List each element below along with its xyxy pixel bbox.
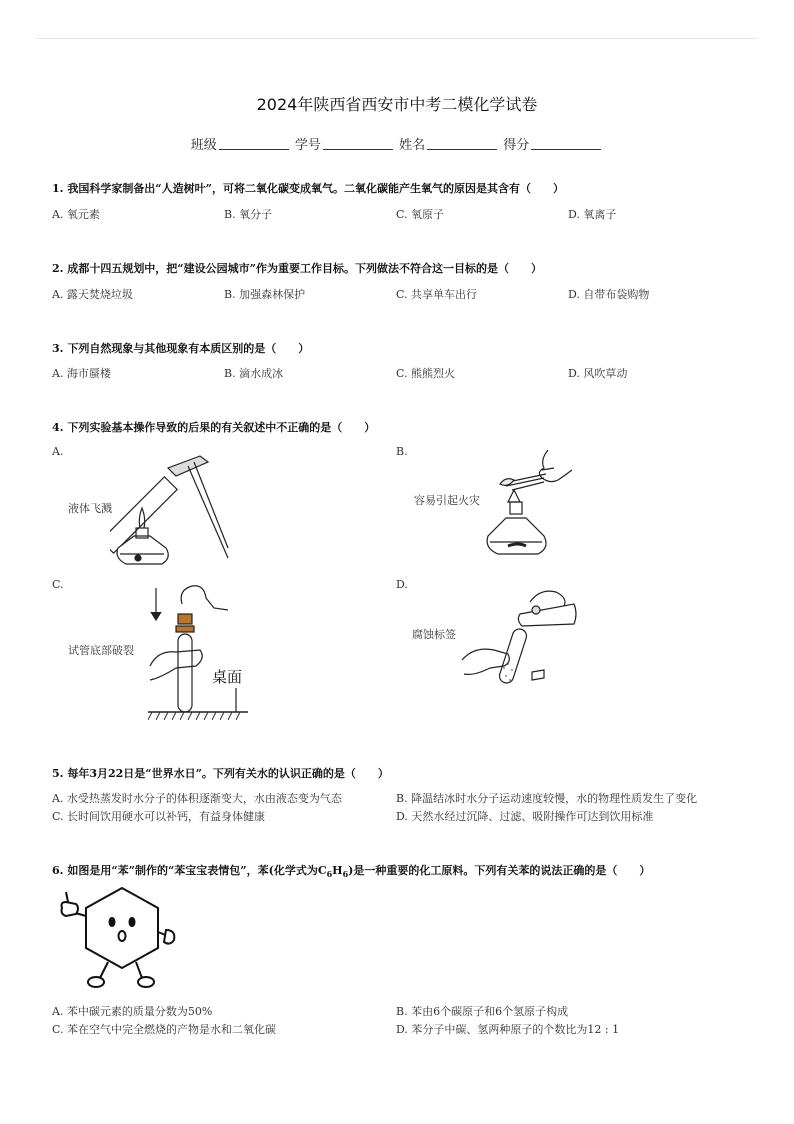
q4-b-caption: 容易引起火灾 xyxy=(414,494,480,507)
q4-figure-d-pouring-bottle xyxy=(460,584,580,694)
q3-option-b[interactable]: B. 滴水成冰 xyxy=(224,367,284,380)
q4-d-caption: 腐蚀标签 xyxy=(412,628,456,641)
question-6-stem xyxy=(52,862,752,879)
benzene-formula xyxy=(317,864,349,880)
q5-option-c[interactable]: C. 长时间饮用硬水可以补钙，有益身体健康 xyxy=(52,810,266,823)
name-label: 姓名 xyxy=(399,138,426,153)
number-label: 学号 xyxy=(294,138,321,153)
page-title: 2024年陕西省西安市中考二模化学试卷 xyxy=(256,95,538,114)
q4-option-d-letter[interactable]: D. xyxy=(396,578,408,591)
formula-h: H xyxy=(332,864,343,877)
q4-option-c-letter[interactable]: C. xyxy=(52,578,64,591)
q2-option-b[interactable]: B. 加强森林保护 xyxy=(224,288,306,301)
q3-option-d[interactable]: D. 风吹草动 xyxy=(568,367,628,380)
q4-option-b-letter[interactable]: B. xyxy=(396,445,408,458)
question-4-stem: 4. 下列实验基本操作导致的后果的有关叙述中不正确的是（ ） xyxy=(52,421,376,434)
q3-option-a[interactable]: A. 海市蜃楼 xyxy=(52,367,111,380)
q4-figure-a-heating-tube xyxy=(110,448,230,573)
student-info-line xyxy=(0,134,794,153)
question-1-stem: 1. 我国科学家制备出“人造树叶”，可将二氧化碳变成氧气。二氧化碳能产生氧气的原因是其含有（ ） xyxy=(52,182,564,195)
q4-option-a-letter[interactable]: A. xyxy=(52,445,64,458)
q5-option-d[interactable]: D. 天然水经过沉降、过滤、吸附操作可达到饮用标准 xyxy=(396,810,654,823)
class-blank[interactable] xyxy=(219,137,289,150)
q2-option-a[interactable]: A. 露天焚烧垃圾 xyxy=(52,288,133,301)
q1-option-a[interactable]: A. 氧元素 xyxy=(52,208,100,221)
page-top-rule xyxy=(36,38,758,39)
q1-option-c[interactable]: C. 氧原子 xyxy=(396,208,445,221)
formula-c: C xyxy=(317,864,327,877)
q6-option-b[interactable]: B. 苯由6个碳原子和6个氢原子构成 xyxy=(396,1005,569,1018)
q3-option-c[interactable]: C. 熊熊烈火 xyxy=(396,367,456,380)
q2-option-c[interactable]: C. 共享单车出行 xyxy=(396,288,478,301)
formula-c-sub: 6 xyxy=(326,869,333,880)
q4-c-caption: 试管底部破裂 xyxy=(68,644,134,657)
q6-option-a[interactable]: A. 苯中碳元素的质量分数为50% xyxy=(52,1005,213,1018)
q1-option-b[interactable]: B. 氧分子 xyxy=(224,208,273,221)
q2-option-d[interactable]: D. 自带布袋购物 xyxy=(568,288,650,301)
benzene-baby-cartoon xyxy=(56,882,180,990)
question-2-stem: 2. 成都十四五规划中，把“建设公园城市”作为重要工作目标。下列做法不符合这一目标的是（ ） xyxy=(52,262,542,275)
q6-option-c[interactable]: C. 苯在空气中完全燃烧的产物是水和二氧化碳 xyxy=(52,1023,277,1036)
q5-option-a[interactable]: A. 水受热蒸发时水分子的体积逐渐变大，水由液态变为气态 xyxy=(52,792,342,805)
formula-h-sub: 6 xyxy=(342,869,349,880)
q6-stem-part-b: )是一种重要的化工原料。下列有关苯的说法正确的是（ ） xyxy=(348,864,651,877)
q6-option-d[interactable]: D. 苯分子中碳、氢两种原子的个数比为12 : 1 xyxy=(396,1023,620,1036)
class-label: 班级 xyxy=(190,138,217,153)
score-blank[interactable] xyxy=(531,137,601,150)
score-label: 得分 xyxy=(503,138,530,153)
q1-option-d[interactable]: D. 氧离子 xyxy=(568,208,617,221)
number-blank[interactable] xyxy=(323,137,393,150)
question-5-stem: 5. 每年3月22日是“世界水日”。下列有关水的认识正确的是（ ） xyxy=(52,767,389,780)
name-blank[interactable] xyxy=(427,137,497,150)
q6-stem-part-a: 6. 如图是用“苯”制作的“苯宝宝表情包”，苯(化学式为 xyxy=(52,864,318,877)
q4-c-desk-label: 桌面 xyxy=(212,668,243,686)
question-3-stem: 3. 下列自然现象与其他现象有本质区别的是（ ） xyxy=(52,342,310,355)
q4-a-caption: 液体飞溅 xyxy=(68,502,112,515)
q4-figure-c-tube-on-desk xyxy=(148,580,248,720)
q5-option-b[interactable]: B. 降温结冰时水分子运动速度较慢，水的物理性质发生了变化 xyxy=(396,792,698,805)
q4-figure-b-blowing-lamp xyxy=(478,446,590,564)
